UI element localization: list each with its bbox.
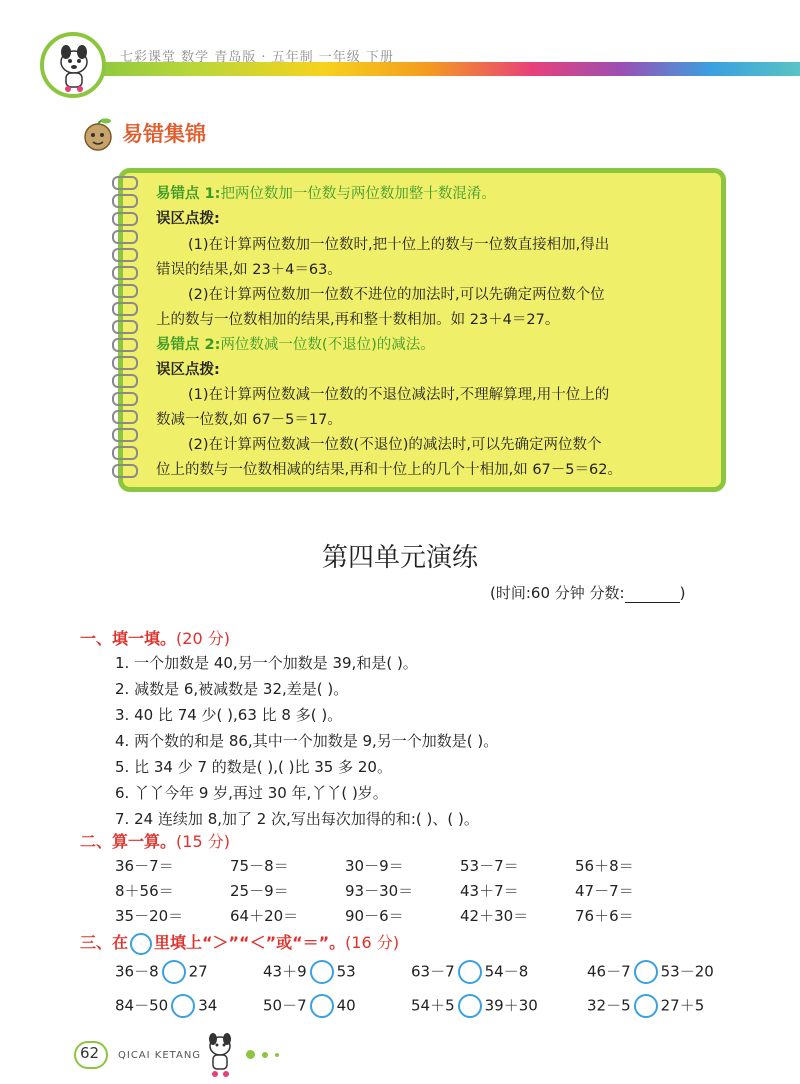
compare-right: 39＋30 xyxy=(484,996,538,1015)
footer-brand: QICAI KETANG xyxy=(118,1050,202,1061)
answer-circle[interactable] xyxy=(162,960,186,984)
calc-item: 30－9＝ xyxy=(345,857,404,875)
part1-points: (20 分) xyxy=(176,629,230,648)
spiral-ring xyxy=(112,284,138,298)
tip-1b-line1: (2)在计算两位数加一位数不进位的加法时,可以先确定两位数个位 xyxy=(188,287,605,303)
part1-title: 一、填一填。 xyxy=(80,629,177,648)
spiral-ring xyxy=(112,302,138,316)
calc-item: 25－9＝ xyxy=(230,882,289,900)
spiral-ring xyxy=(112,356,138,370)
score-blank[interactable] xyxy=(625,588,680,603)
spiral-ring xyxy=(112,320,138,334)
part2-heading xyxy=(80,829,230,852)
compare-left: 50－7 xyxy=(263,996,307,1015)
calc-item: 43＋7＝ xyxy=(460,882,519,900)
calc-item: 76＋6＝ xyxy=(575,907,634,925)
spiral-ring xyxy=(112,428,138,442)
answer-circle[interactable] xyxy=(458,960,482,984)
spiral-ring xyxy=(112,446,138,460)
part1-item-5: 5. 比 34 少 7 的数是( ),( )比 35 多 20。 xyxy=(115,758,392,776)
spiral-ring xyxy=(112,266,138,280)
compare-right: 40 xyxy=(336,996,356,1015)
compare-item xyxy=(115,960,208,984)
compare-item xyxy=(411,960,528,984)
error-point-2 xyxy=(156,333,435,354)
compare-item xyxy=(115,994,217,1018)
spiral-ring xyxy=(112,248,138,262)
compare-item xyxy=(587,994,704,1018)
tip-2a-line2: 数减一位数,如 67－5＝17。 xyxy=(156,412,342,428)
calc-item: 35－20＝ xyxy=(115,907,184,925)
compare-right: 27＋5 xyxy=(660,996,705,1015)
error-point-1-label: 易错点 1: xyxy=(156,186,221,202)
calc-item: 75－8＝ xyxy=(230,857,289,875)
apple-character-icon xyxy=(78,115,118,155)
compare-left: 54＋5 xyxy=(411,996,455,1015)
part1-item-3: 3. 40 比 74 少( ),63 比 8 多( )。 xyxy=(115,706,343,724)
page-number: 62 xyxy=(80,1044,100,1062)
compare-right: 53－20 xyxy=(660,962,714,981)
tip-label-1: 误区点拨: xyxy=(156,211,220,227)
compare-right: 53 xyxy=(336,962,356,981)
compare-right: 27 xyxy=(188,962,208,981)
compare-left: 43＋9 xyxy=(263,962,307,981)
part1-item-4: 4. 两个数的和是 86,其中一个加数是 9,另一个加数是( )。 xyxy=(115,732,499,750)
part3-title-b: 里填上“＞”“＜”或“＝”。 xyxy=(154,933,346,952)
header-title: 七彩课堂 数学 青岛版 · 五年制 一年级 下册 xyxy=(120,50,394,65)
time-label: (时间:60 分钟 分数: xyxy=(490,584,625,602)
spiral-ring xyxy=(112,374,138,388)
part1-item-7: 7. 24 连续加 8,加了 2 次,写出每次加得的和:( )、( )。 xyxy=(115,810,479,828)
compare-right: 54－8 xyxy=(484,962,529,981)
calc-item: 56＋8＝ xyxy=(575,857,634,875)
spiral-ring xyxy=(112,176,138,190)
answer-circle[interactable] xyxy=(171,994,195,1018)
calc-item: 42＋30＝ xyxy=(460,907,529,925)
compare-left: 63－7 xyxy=(411,962,455,981)
answer-circle[interactable] xyxy=(310,960,334,984)
spiral-ring xyxy=(112,392,138,406)
spiral-ring xyxy=(112,212,138,226)
calc-item: 36－7＝ xyxy=(115,857,174,875)
tip-2b-line1: (2)在计算两位数减一位数(不退位)的减法时,可以先确定两位数个 xyxy=(188,437,602,453)
compare-item xyxy=(263,960,356,984)
part1-item-1: 1. 一个加数是 40,另一个加数是 39,和是( )。 xyxy=(115,654,418,672)
calc-item: 47－7＝ xyxy=(575,882,634,900)
compare-left: 46－7 xyxy=(587,962,631,981)
tip-1a-line1: (1)在计算两位数加一位数时,把十位上的数与一位数直接相加,得出 xyxy=(188,237,610,253)
spiral-ring xyxy=(112,410,138,424)
part1-item-6: 6. 丫丫今年 9 岁,再过 30 年,丫丫( )岁。 xyxy=(115,784,388,802)
compare-left: 36－8 xyxy=(115,962,159,981)
error-point-1 xyxy=(156,182,496,203)
part1-item-2: 2. 减数是 6,被减数是 32,差是( )。 xyxy=(115,680,349,698)
spiral-ring xyxy=(112,338,138,352)
tip-1b-line2: 上的数与一位数相加的结果,再和整十数相加。如 23＋4＝27。 xyxy=(156,312,560,328)
tip-1a-line2: 错误的结果,如 23＋4＝63。 xyxy=(156,262,342,278)
calc-item: 93－30＝ xyxy=(345,882,414,900)
spiral-ring xyxy=(112,194,138,208)
compare-item xyxy=(263,994,356,1018)
part3-heading xyxy=(80,930,399,955)
time-score-line xyxy=(490,582,685,603)
part1-heading xyxy=(80,626,230,649)
mascot-logo xyxy=(40,32,106,98)
unit-title: 第四单元演练 xyxy=(321,543,478,573)
answer-circle[interactable] xyxy=(634,994,658,1018)
circle-icon xyxy=(130,933,152,955)
compare-left: 32－5 xyxy=(587,996,631,1015)
error-point-2-label: 易错点 2: xyxy=(156,337,221,353)
compare-left: 84－50 xyxy=(115,996,169,1015)
section-title: 易错集锦 xyxy=(122,122,206,146)
decor-dot xyxy=(275,1053,279,1057)
decor-dot xyxy=(246,1050,255,1059)
part2-points: (15 分) xyxy=(176,832,230,851)
compare-item xyxy=(411,994,538,1018)
calc-item: 53－7＝ xyxy=(460,857,519,875)
part2-title: 二、算一算。 xyxy=(80,832,177,851)
tip-2b-line2: 位上的数与一位数相减的结果,再和十位上的几个十相加,如 67－5＝62。 xyxy=(156,462,622,478)
compare-right: 34 xyxy=(198,996,218,1015)
error-point-2-text: 两位数减一位数(不退位)的减法。 xyxy=(220,337,435,353)
time-end: ) xyxy=(679,584,686,602)
compare-item xyxy=(587,960,714,984)
footer-mascot-icon xyxy=(200,1030,240,1080)
dog-mascot-icon xyxy=(44,36,104,96)
tip-2a-line1: (1)在计算两位数减一位数的不退位减法时,不理解算理,用十位上的 xyxy=(188,387,610,403)
answer-circle[interactable] xyxy=(634,960,658,984)
spiral-ring xyxy=(112,464,138,478)
answer-circle[interactable] xyxy=(310,994,334,1018)
error-point-1-text: 把两位数加一位数与两位数加整十数混淆。 xyxy=(220,186,496,202)
spiral-ring xyxy=(112,230,138,244)
part3-title-a: 三、在 xyxy=(80,933,129,952)
calc-item: 8＋56＝ xyxy=(115,882,174,900)
calc-item: 90－6＝ xyxy=(345,907,404,925)
decor-dot xyxy=(262,1052,268,1058)
answer-circle[interactable] xyxy=(458,994,482,1018)
calc-item: 64＋20＝ xyxy=(230,907,299,925)
part3-points: (16 分) xyxy=(345,933,400,952)
tip-label-2: 误区点拨: xyxy=(156,362,220,378)
